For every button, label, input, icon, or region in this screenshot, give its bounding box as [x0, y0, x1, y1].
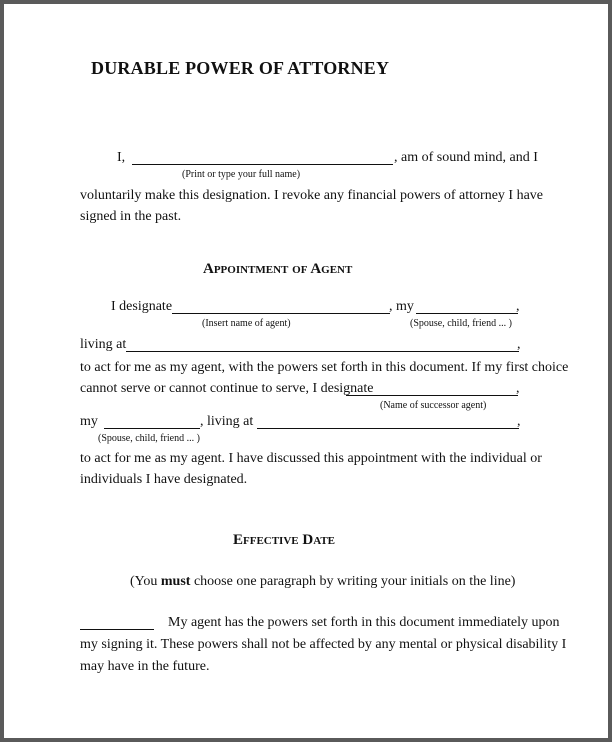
comma: , — [516, 381, 520, 396]
successor-name-hint: (Name of successor agent) — [380, 400, 487, 411]
agent-relation-blank[interactable] — [416, 313, 518, 314]
agent-name-hint: (Insert name of agent) — [202, 318, 291, 329]
successor-address-blank[interactable] — [257, 428, 519, 429]
living-at-label-2: , living at — [200, 414, 254, 429]
individuals-line: individuals I have designated. — [80, 472, 248, 487]
intro-line-2: voluntarily make this designation. I revoke any financial powers of attorney I have — [80, 188, 544, 203]
intro-sound-mind: , am of sound mind, and I — [394, 150, 538, 165]
effective-instruction: (You must choose one paragraph by writing your initials on the line) — [130, 574, 516, 589]
successor-relation-blank[interactable] — [104, 428, 200, 429]
my-label-2: my — [80, 414, 98, 429]
full-name-hint: (Print or type your full name) — [182, 169, 301, 180]
agent-relation-hint: (Spouse, child, friend ... ) — [410, 318, 512, 329]
cannot-serve-line: cannot serve or cannot continue to serve, I designate — [80, 381, 374, 396]
discussed-line: to act for me as my agent. I have discussed this appointment with the individual or — [80, 451, 542, 466]
full-name-blank[interactable] — [132, 164, 393, 165]
living-at-label: living at — [80, 337, 127, 352]
comma: , — [517, 414, 521, 429]
intro-line-3: signed in the past. — [80, 209, 182, 224]
successor-relation-hint: (Spouse, child, friend ... ) — [98, 433, 200, 444]
successor-name-blank[interactable] — [346, 395, 518, 396]
intro-pronoun: I, — [117, 150, 126, 165]
act-line: to act for me as my agent, with the powers set forth in this document. If my first choice — [80, 360, 569, 375]
effective-para-line-2: my signing it. These powers shall not be affected by any mental or physical disability I — [80, 637, 567, 652]
comma: , — [516, 299, 520, 314]
initials-blank[interactable] — [80, 629, 154, 630]
agent-address-blank[interactable] — [126, 351, 519, 352]
my-label: , my — [389, 299, 414, 314]
agent-name-blank[interactable] — [172, 313, 390, 314]
effective-para-line-1: My agent has the powers set forth in this document immediately upon — [168, 615, 560, 630]
appointment-heading: Appointment of Agent — [203, 261, 353, 277]
effective-para-line-3: may have in the future. — [80, 659, 210, 674]
designate-label: I designate — [111, 299, 173, 314]
comma: , — [517, 337, 521, 352]
document-title: DURABLE POWER OF ATTORNEY — [91, 58, 390, 78]
effective-date-heading: Effective Date — [233, 532, 336, 548]
